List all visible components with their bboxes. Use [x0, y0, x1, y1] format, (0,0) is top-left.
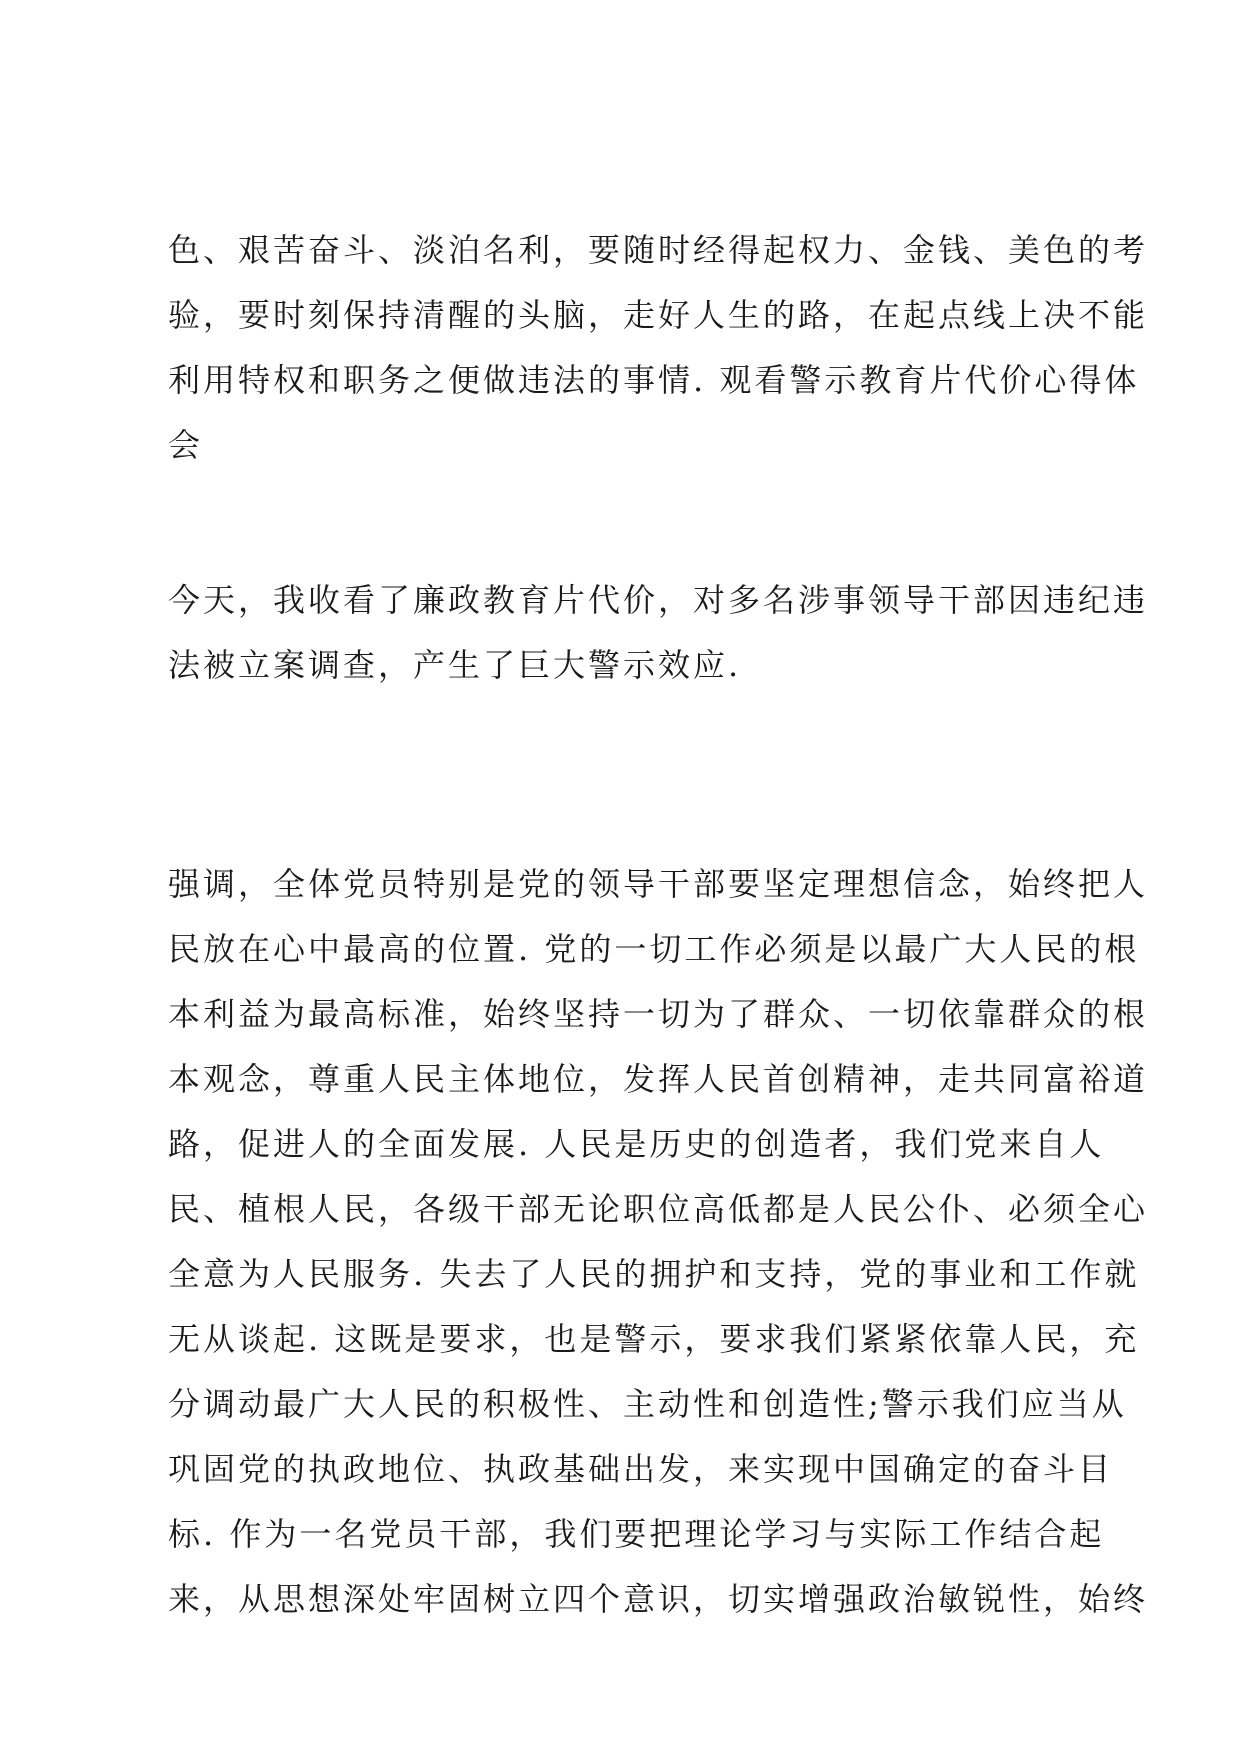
paragraph-line: 全意为人民服务. 失去了人民的拥护和支持，党的事业和工作就	[168, 1255, 1140, 1293]
paragraph-line: 路，促进人的全面发展. 人民是历史的创造者，我们党来自人	[168, 1125, 1105, 1163]
paragraph-line: 来，从思想深处牢固树立四个意识，切实增强政治敏锐性，始终	[168, 1580, 1149, 1618]
paragraph-line: 无从谈起. 这既是要求，也是警示，要求我们紧紧依靠人民，充	[168, 1320, 1140, 1358]
paragraph-line: 本观念，尊重人民主体地位，发挥人民首创精神，走共同富裕道	[168, 1060, 1149, 1098]
paragraph-line: 色、艰苦奋斗、淡泊名利，要随时经得起权力、金钱、美色的考	[168, 231, 1149, 269]
paragraph-line: 今天，我收看了廉政教育片代价，对多名涉事领导干部因违纪违	[168, 581, 1149, 619]
paragraph-line: 分调动最广大人民的积极性、主动性和创造性;警示我们应当从	[168, 1385, 1127, 1423]
paragraph-line: 标. 作为一名党员干部，我们要把理论学习与实际工作结合起	[168, 1515, 1105, 1553]
paragraph-line: 本利益为最高标准，始终坚持一切为了群众、一切依靠群众的根	[168, 995, 1149, 1033]
paragraph-line: 民放在心中最高的位置. 党的一切工作必须是以最广大人民的根	[168, 930, 1140, 968]
paragraph-line: 民、植根人民，各级干部无论职位高低都是人民公仆、必须全心	[168, 1190, 1149, 1228]
paragraph-line: 利用特权和职务之便做违法的事情. 观看警示教育片代价心得体	[168, 361, 1140, 399]
paragraph-line: 巩固党的执政地位、执政基础出发，来实现中国确定的奋斗目	[168, 1450, 1114, 1488]
paragraph-2	[168, 568, 1149, 698]
paragraph-line: 验，要时刻保持清醒的头脑，走好人生的路，在起点线上决不能	[168, 296, 1149, 334]
paragraph-line: 法被立案调查，产生了巨大警示效应.	[168, 646, 742, 684]
paragraph-line: 强调，全体党员特别是党的领导干部要坚定理想信念，始终把人	[168, 865, 1149, 903]
paragraph-line: 会	[168, 426, 204, 464]
paragraph-3	[168, 852, 1149, 1632]
paragraph-1	[168, 218, 1149, 478]
